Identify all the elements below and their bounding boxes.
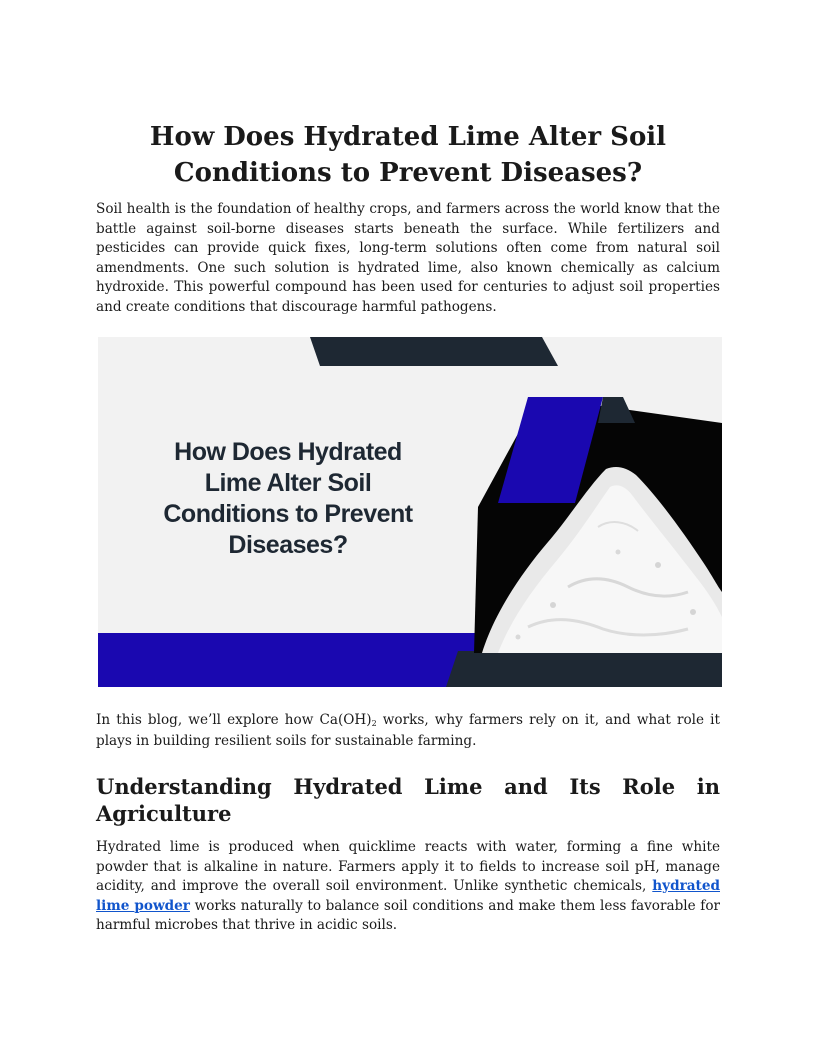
banner-top-bar <box>310 337 558 366</box>
featured-banner-image <box>98 337 722 687</box>
title-line-2: Conditions to Prevent Diseases? <box>173 158 643 188</box>
hydrated-lime-powder-link[interactable]: hydrated lime powder <box>96 878 720 914</box>
blog-paragraph-after: works, why farmers rely on it, and what role it plays in building resilient soils for sustainable farming. <box>96 712 720 749</box>
banner-line-3: Conditions to Prevent <box>163 500 413 528</box>
banner-headline <box>128 437 448 561</box>
section-paragraph-before: Hydrated lime is produced when quicklime reacts with water, forming a fine white powder that is alkaline in nature. Farmers apply it to fields to increase soil pH, manage acidity, and improve the overall soil environment. Unlike synthetic chemicals, <box>96 839 720 894</box>
section-paragraph-after: works naturally to balance soil conditions and make them less favorable for harmful microbes that thrive in acidic soils. <box>96 897 720 933</box>
blog-intro-paragraph <box>96 711 720 751</box>
formula-subscript: 2 <box>371 719 377 728</box>
section-heading <box>96 773 720 827</box>
page-title <box>96 119 720 191</box>
section-heading-line-2: Agriculture <box>96 801 232 826</box>
banner-bottom-blue-bar <box>98 633 484 687</box>
banner-line-2: Lime Alter Soil <box>204 469 372 497</box>
blog-paragraph-before: In this blog, we’ll explore how Ca(OH) <box>96 712 372 728</box>
intro-paragraph: Soil health is the foundation of healthy crops, and farmers across the world know that the battle against soil-borne diseases starts beneath the surface. While fertilizers and pesticides can provide quick fixes, long-term solutions often come from natural soil amendments. One such solution is hydrated lime, also known chemically as calcium hydroxide. This powerful compound has been used for centuries to adjust soil properties and create conditions that discourage harmful pathogens. <box>96 201 720 315</box>
banner-line-1: How Does Hydrated <box>174 438 402 466</box>
section-paragraph <box>96 838 720 936</box>
banner-bottom-navy-bar <box>446 651 722 687</box>
title-line-1: How Does Hydrated Lime Alter Soil <box>149 122 667 152</box>
banner-line-4: Diseases? <box>228 531 348 559</box>
section-heading-line-1: Understanding Hydrated Lime and Its Role in <box>96 774 720 799</box>
